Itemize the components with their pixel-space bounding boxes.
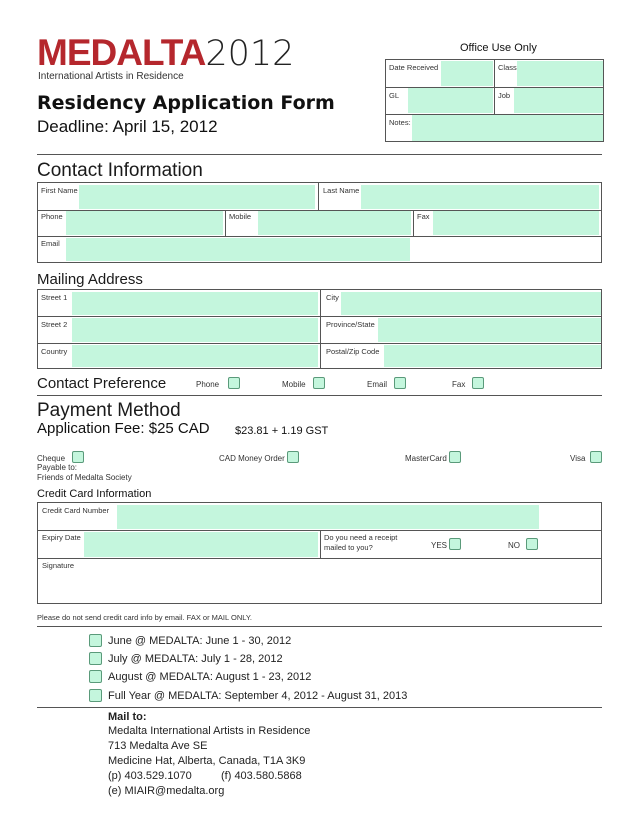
expiry-input[interactable] [84, 532, 318, 557]
notes-field[interactable] [412, 115, 603, 141]
postal-input[interactable] [384, 345, 601, 367]
pref-email-label: Email [367, 380, 388, 389]
email-label: Email [41, 239, 60, 248]
mastercard-checkbox[interactable] [449, 451, 461, 463]
cheque-label: Cheque [37, 454, 66, 463]
postal-label: Postal/Zip Code [326, 347, 380, 356]
pref-phone-label: Phone [196, 380, 220, 389]
notes-label: Notes: [389, 118, 411, 127]
visa-checkbox[interactable] [590, 451, 602, 463]
job-label: Job [498, 91, 511, 100]
contact-heading: Contact Information [37, 160, 203, 181]
fax-label: Fax [417, 212, 430, 221]
street1-label: Street 1 [41, 293, 68, 302]
receipt-no-label: NO [508, 541, 520, 550]
province-input[interactable] [378, 318, 601, 342]
money-order-label: CAD Money Order [219, 454, 285, 463]
receipt-no-checkbox[interactable] [526, 538, 538, 550]
fax-input[interactable] [433, 211, 599, 235]
last-name-label: Last Name [323, 186, 360, 195]
mail-to-phone: (p) 403.529.1070 [108, 770, 192, 782]
mail-to-heading: Mail to: [108, 711, 147, 723]
application-fee: Application Fee: $25 CAD [37, 420, 210, 437]
mail-to-org: Medalta International Artists in Residence [108, 725, 311, 737]
mail-to-email: (e) MIAIR@medalta.org [108, 785, 225, 797]
mailing-heading: Mailing Address [37, 271, 143, 288]
mail-to-street: 713 Medalta Ave SE [108, 740, 208, 752]
mail-to-city: Medicine Hat, Alberta, Canada, T1A 3K9 [108, 755, 306, 767]
brand-logo [37, 34, 294, 73]
divider [37, 707, 602, 708]
pref-mobile-checkbox[interactable] [313, 377, 325, 389]
receipt-yes-label: YES [431, 541, 448, 550]
province-label: Province/State [326, 320, 375, 329]
payment-heading: Payment Method [37, 400, 181, 421]
residency-full-year-label: Full Year @ MEDALTA: September 4, 2012 - August 31, 2013 [108, 690, 408, 702]
residency-august-label: August @ MEDALTA: August 1 - 23, 2012 [108, 671, 312, 683]
mastercard-label: MasterCard [405, 454, 447, 463]
mobile-input[interactable] [258, 211, 411, 235]
street2-input[interactable] [72, 318, 318, 342]
mobile-label: Mobile [229, 212, 252, 221]
residency-august-checkbox[interactable] [89, 670, 102, 683]
pref-fax-checkbox[interactable] [472, 377, 484, 389]
phone-input[interactable] [66, 211, 223, 235]
street2-label: Street 2 [41, 320, 68, 329]
date-received-field[interactable] [441, 61, 493, 86]
contact-box [37, 182, 602, 263]
office-box [385, 59, 604, 142]
gl-label: GL [389, 91, 400, 100]
pref-email-checkbox[interactable] [394, 377, 406, 389]
date-received-label: Date Received [389, 63, 439, 72]
street1-input[interactable] [72, 292, 318, 315]
brand-year: 2012 [205, 34, 295, 74]
card-number-label: Credit Card Number [42, 506, 110, 515]
gl-field[interactable] [408, 88, 493, 113]
pref-mobile-label: Mobile [282, 380, 306, 389]
residency-june-label: June @ MEDALTA: June 1 - 30, 2012 [108, 635, 292, 647]
form-title: Residency Application Form [37, 92, 335, 114]
preference-heading: Contact Preference [37, 375, 167, 392]
pref-phone-checkbox[interactable] [228, 377, 240, 389]
receipt-yes-checkbox[interactable] [449, 538, 461, 550]
payable-to-name: Friends of Medalta Society [37, 473, 132, 482]
fee-breakdown: $23.81 + 1.19 GST [235, 425, 329, 437]
money-order-checkbox[interactable] [287, 451, 299, 463]
residency-full-year-checkbox[interactable] [89, 689, 102, 702]
residency-july-label: July @ MEDALTA: July 1 - 28, 2012 [108, 653, 283, 665]
cheque-checkbox[interactable] [72, 451, 84, 463]
mailing-box [37, 289, 602, 369]
residency-june-checkbox[interactable] [89, 634, 102, 647]
pref-fax-label: Fax [452, 380, 466, 389]
payable-to-label: Payable to: [37, 463, 78, 472]
signature-label: Signature [42, 561, 75, 570]
country-input[interactable] [72, 345, 318, 367]
credit-heading: Credit Card Information [37, 488, 152, 500]
city-label: City [326, 293, 339, 302]
office-title: Office Use Only [460, 42, 537, 54]
class-field[interactable] [517, 61, 603, 86]
signature-field[interactable] [39, 559, 600, 602]
phone-label: Phone [41, 212, 63, 221]
card-number-input[interactable] [117, 505, 539, 529]
class-label: Class [498, 63, 517, 72]
visa-label: Visa [570, 454, 586, 463]
divider [37, 154, 602, 155]
receipt-question: Do you need a receipt mailed to you? [324, 533, 398, 552]
brand-tagline: International Artists in Residence [38, 71, 184, 82]
deadline: Deadline: April 15, 2012 [37, 117, 218, 136]
job-field[interactable] [514, 88, 603, 113]
last-name-input[interactable] [361, 185, 599, 209]
first-name-label: First Name [41, 186, 78, 195]
city-input[interactable] [341, 292, 601, 315]
residency-july-checkbox[interactable] [89, 652, 102, 665]
credit-box [37, 502, 602, 604]
divider [37, 626, 602, 627]
email-input[interactable] [66, 238, 410, 261]
divider [37, 395, 602, 396]
mail-to-fax: (f) 403.580.5868 [221, 770, 302, 782]
credit-notice: Please do not send credit card info by email. FAX or MAIL ONLY. [37, 613, 252, 622]
country-label: Country [41, 347, 68, 356]
expiry-label: Expiry Date [42, 533, 81, 542]
first-name-input[interactable] [79, 185, 315, 209]
brand-name: MEDALTA [37, 32, 206, 73]
